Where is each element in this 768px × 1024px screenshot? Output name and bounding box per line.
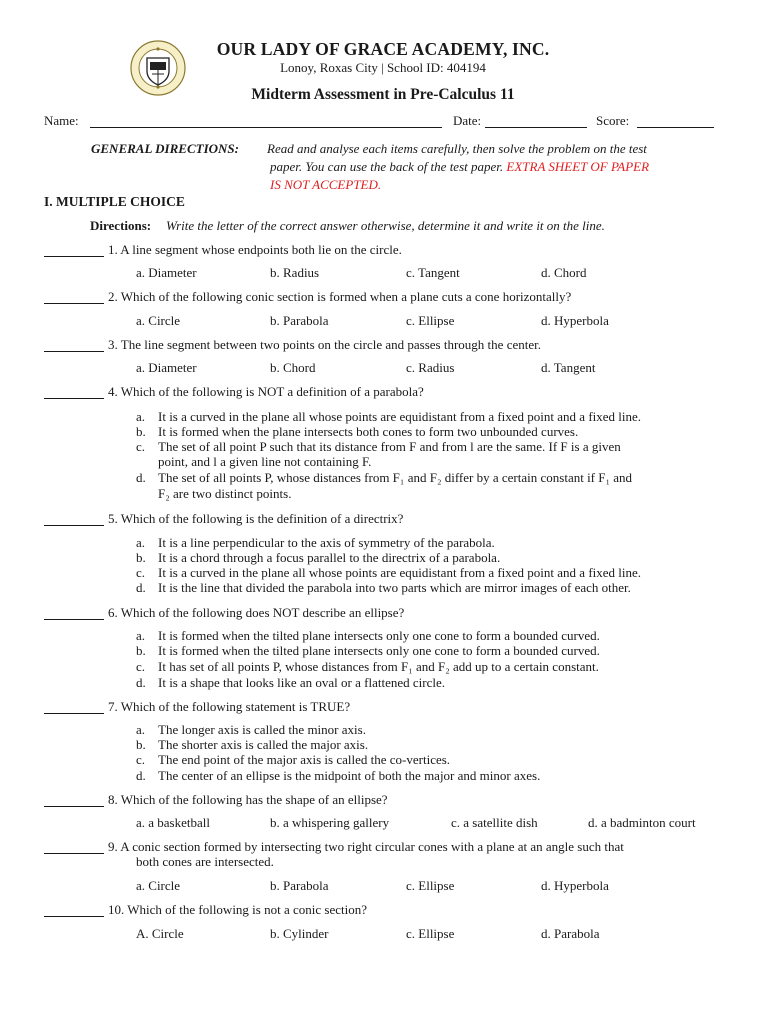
option-4b-letter: b. bbox=[136, 424, 146, 439]
directions-label: Directions: bbox=[90, 218, 152, 233]
option-2b: b. Parabola bbox=[270, 313, 329, 328]
option-4c: The set of all point P such that its distance from F and from l are the same. If F is a given bbox=[158, 439, 621, 454]
option-3b: b. Chord bbox=[270, 360, 316, 375]
general-directions-warning-end: IS NOT ACCEPTED. bbox=[270, 177, 382, 192]
general-directions-text: paper. You can use the back of the test paper. bbox=[270, 159, 504, 174]
option-6a: It is formed when the tilted plane intersects only one cone to form a bounded curved. bbox=[158, 628, 600, 643]
answer-blank-3[interactable] bbox=[44, 351, 104, 352]
answer-blank-1[interactable] bbox=[44, 256, 104, 257]
option-6a-letter: a. bbox=[136, 628, 146, 643]
option-6c-letter: c. bbox=[136, 659, 146, 674]
option-7d-letter: d. bbox=[136, 768, 146, 783]
option-3a: a. Diameter bbox=[136, 360, 197, 375]
date-label: Date: bbox=[453, 113, 482, 128]
question-3: 3. The line segment between two points on the circle and passes through the center. bbox=[108, 337, 541, 352]
answer-blank-2[interactable] bbox=[44, 303, 104, 304]
name-label: Name: bbox=[44, 113, 79, 128]
option-6d-letter: d. bbox=[136, 675, 146, 690]
answer-blank-8[interactable] bbox=[44, 806, 104, 807]
answer-blank-6[interactable] bbox=[44, 619, 104, 620]
option-7d: The center of an ellipse is the midpoint of both the major and minor axes. bbox=[158, 768, 541, 783]
date-field[interactable] bbox=[485, 127, 587, 128]
option-9c: c. Ellipse bbox=[406, 878, 455, 893]
answer-blank-7[interactable] bbox=[44, 713, 104, 714]
question-8: 8. Which of the following has the shape of an ellipse? bbox=[108, 792, 388, 807]
question-4: 4. Which of the following is NOT a definition of a parabola? bbox=[108, 384, 424, 399]
option-5a-letter: a. bbox=[136, 535, 146, 550]
option-10b: b. Cylinder bbox=[270, 926, 329, 941]
option-9d: d. Hyperbola bbox=[541, 878, 609, 893]
option-6b-letter: b. bbox=[136, 643, 146, 658]
score-label: Score: bbox=[596, 113, 630, 128]
option-1c: c. Tangent bbox=[406, 265, 460, 280]
name-field[interactable] bbox=[90, 127, 442, 128]
option-4c-cont: point, and l a given line not containing F. bbox=[158, 454, 372, 469]
option-5a: It is a line perpendicular to the axis of symmetry of the parabola. bbox=[158, 535, 495, 550]
score-field[interactable] bbox=[637, 127, 714, 128]
option-1d: d. Chord bbox=[541, 265, 587, 280]
option-4b: It is formed when the plane intersects both cones to form two unbounded curves. bbox=[158, 424, 579, 439]
question-10: 10. Which of the following is not a conic section? bbox=[108, 902, 367, 917]
option-3c: c. Radius bbox=[406, 360, 455, 375]
section-title: I. MULTIPLE CHOICE bbox=[44, 194, 185, 209]
option-6c: It has set of all points P, whose distances from F₁ and F₂ add up to a certain constant. bbox=[158, 659, 599, 674]
answer-blank-5[interactable] bbox=[44, 525, 104, 526]
option-1b: b. Radius bbox=[270, 265, 320, 280]
option-5c-letter: c. bbox=[136, 565, 146, 580]
school-address: Lonoy, Roxas City | School ID: 404194 bbox=[280, 60, 486, 75]
option-5d: It is the line that divided the parabola into two parts which are mirror images of each other. bbox=[158, 580, 631, 595]
answer-blank-9[interactable] bbox=[44, 853, 104, 854]
answer-blank-4[interactable] bbox=[44, 398, 104, 399]
general-directions-warning: EXTRA SHEET OF PAPER bbox=[506, 159, 650, 174]
question-9-cont: both cones are intersected. bbox=[136, 854, 274, 869]
option-8b: b. a whispering gallery bbox=[270, 815, 390, 830]
question-6: 6. Which of the following does NOT describe an ellipse? bbox=[108, 605, 405, 620]
option-5c: It is a curved in the plane all whose points are equidistant from a fixed point and a fixed line. bbox=[158, 565, 642, 580]
option-2a: a. Circle bbox=[136, 313, 181, 328]
option-3d: d. Tangent bbox=[541, 360, 596, 375]
option-7a: The longer axis is called the minor axis. bbox=[158, 722, 366, 737]
option-8d: d. a badminton court bbox=[588, 815, 696, 830]
directions-text: Write the letter of the correct answer otherwise, determine it and write it on the line. bbox=[166, 218, 605, 233]
question-2: 2. Which of the following conic section is formed when a plane cuts a cone horizontally? bbox=[108, 289, 572, 304]
option-4d-cont: F₂ are two distinct points. bbox=[158, 486, 292, 501]
option-8c: c. a satellite dish bbox=[451, 815, 538, 830]
option-7c: The end point of the major axis is called the co-vertices. bbox=[158, 752, 451, 767]
option-8a: a. a basketball bbox=[136, 815, 210, 830]
general-directions-line2 bbox=[270, 159, 649, 175]
option-4c-letter: c. bbox=[136, 439, 146, 454]
school-seal-icon bbox=[130, 40, 186, 96]
exam-title: Midterm Assessment in Pre-Calculus 11 bbox=[251, 86, 515, 103]
school-name: OUR LADY OF GRACE ACADEMY, INC. bbox=[216, 39, 550, 59]
option-2c: c. Ellipse bbox=[406, 313, 455, 328]
option-4a-letter: a. bbox=[136, 409, 146, 424]
option-5d-letter: d. bbox=[136, 580, 146, 595]
option-1a: a. Diameter bbox=[136, 265, 197, 280]
option-4d: The set of all points P, whose distances from F₁ and F₂ differ by a certain constant if F₁ and bbox=[158, 470, 633, 485]
general-directions-label: GENERAL DIRECTIONS: bbox=[91, 141, 239, 156]
answer-blank-10[interactable] bbox=[44, 916, 104, 917]
question-5: 5. Which of the following is the definition of a directrix? bbox=[108, 511, 404, 526]
option-6d: It is a shape that looks like an oval or a flattened circle. bbox=[158, 675, 445, 690]
option-10d: d. Parabola bbox=[541, 926, 600, 941]
option-7a-letter: a. bbox=[136, 722, 146, 737]
option-4a: It is a curved in the plane all whose points are equidistant from a fixed point and a fixed line. bbox=[158, 409, 642, 424]
option-6b: It is formed when the tilted plane intersects only one cone to form a bounded curved. bbox=[158, 643, 600, 658]
question-1: 1. A line segment whose endpoints both lie on the circle. bbox=[108, 242, 402, 257]
option-7c-letter: c. bbox=[136, 752, 146, 767]
general-directions-line1: Read and analyse each items carefully, then solve the problem on the test bbox=[267, 141, 647, 156]
option-5b-letter: b. bbox=[136, 550, 146, 565]
option-10a: A. Circle bbox=[136, 926, 184, 941]
option-5b: It is a chord through a focus parallel to the directrix of a parabola. bbox=[158, 550, 501, 565]
option-10c: c. Ellipse bbox=[406, 926, 455, 941]
option-2d: d. Hyperbola bbox=[541, 313, 609, 328]
option-7b: The shorter axis is called the major axis. bbox=[158, 737, 369, 752]
question-9: 9. A conic section formed by intersecting two right circular cones with a plane at an angle such that bbox=[108, 839, 624, 854]
option-9b: b. Parabola bbox=[270, 878, 329, 893]
option-7b-letter: b. bbox=[136, 737, 146, 752]
option-9a: a. Circle bbox=[136, 878, 181, 893]
question-7: 7. Which of the following statement is TRUE? bbox=[108, 699, 351, 714]
option-4d-letter: d. bbox=[136, 470, 146, 485]
